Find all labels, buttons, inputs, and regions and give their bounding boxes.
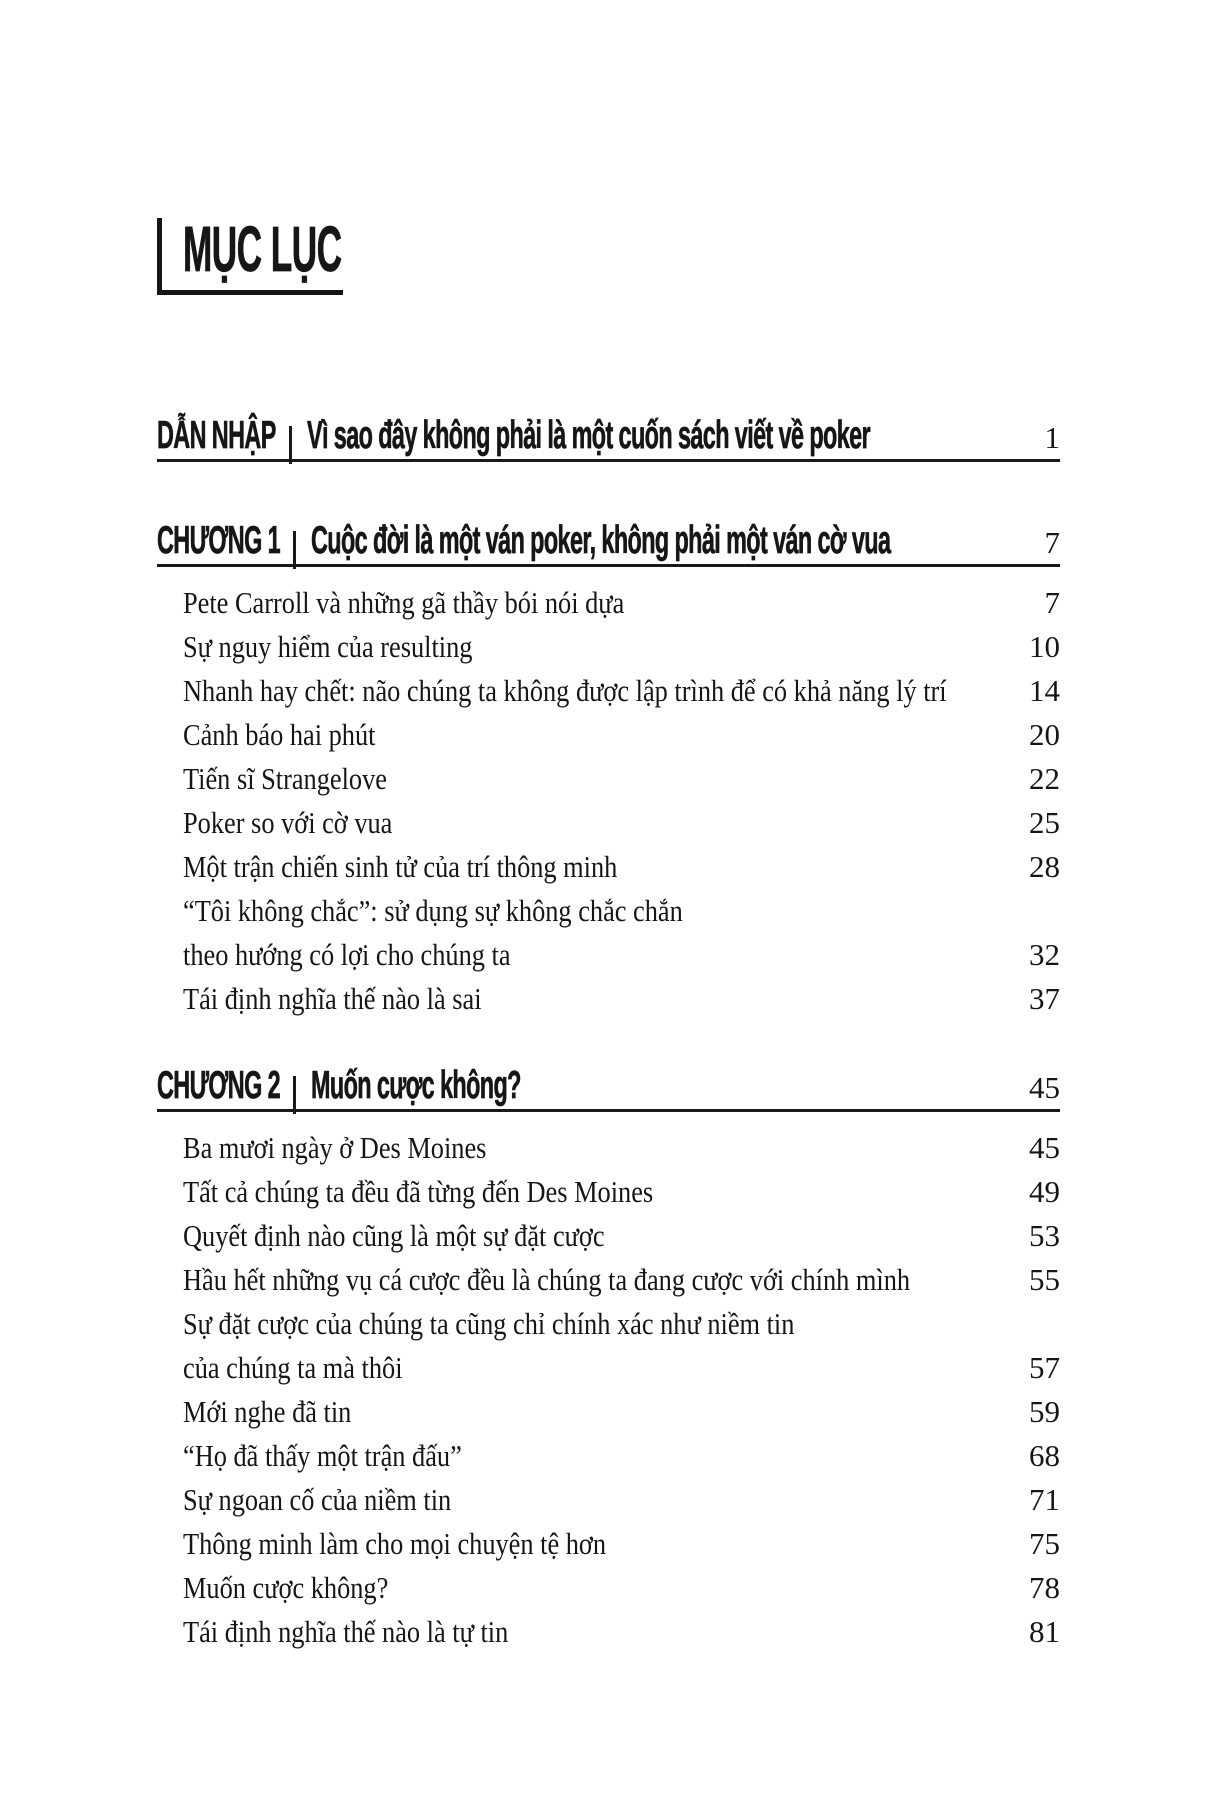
section-title: Muốn cược không? (310, 1064, 521, 1107)
entry-title-line: Tiến sĩ Strangelove (183, 761, 387, 796)
toc-entry (183, 713, 1060, 757)
entry-title-line: Quyết định nào cũng là một sự đặt cược (183, 1218, 605, 1253)
entry-title-line: Nhanh hay chết: não chúng ta không được lập trình để có khả năng lý trí (183, 673, 947, 708)
entry-title-line: Tái định nghĩa thế nào là tự tin (183, 1614, 509, 1649)
entry-page-number: 32 (1029, 937, 1060, 972)
entry-title-line: theo hướng có lợi cho chúng ta (183, 937, 511, 972)
entry-page-number: 45 (1029, 1130, 1060, 1165)
entry-title (183, 757, 387, 801)
entry-title (183, 1214, 605, 1258)
toc-entry (183, 889, 1060, 977)
toc-entry (183, 1434, 1060, 1478)
entry-title-line: Pete Carroll và những gã thầy bói nói dựa (183, 585, 625, 620)
toc-entry (183, 1610, 1060, 1654)
label-divider (293, 531, 296, 569)
toc-entry (183, 1522, 1060, 1566)
entry-title-line: Tất cả chúng ta đều đã từng đến Des Moines (183, 1174, 654, 1209)
entry-title-line: Sự đặt cược của chúng ta cũng chỉ chính xác như niềm tin (183, 1306, 795, 1341)
entry-page-number: 25 (1029, 805, 1060, 840)
entry-title (183, 1258, 910, 1302)
entry-title-line: Mới nghe đã tin (183, 1394, 352, 1429)
section-items (157, 567, 1060, 1021)
entry-page-number: 37 (1029, 981, 1060, 1016)
section-header (157, 520, 1060, 567)
toc-entry (183, 1126, 1060, 1170)
section-title: Vì sao đây không phải là một cuốn sách viết về poker (306, 414, 870, 457)
entry-page-number: 7 (1044, 585, 1060, 620)
entry-page-number: 28 (1029, 849, 1060, 884)
entry-page-number: 53 (1029, 1218, 1060, 1253)
entry-title (183, 1522, 606, 1566)
entry-title (183, 581, 624, 625)
entry-title-line: Sự nguy hiểm của resulting (183, 629, 473, 664)
entry-title-line: Muốn cược không? (183, 1570, 389, 1605)
entry-page-number: 78 (1029, 1570, 1060, 1605)
entry-page-number: 20 (1029, 717, 1060, 752)
entry-title (183, 1170, 653, 1214)
entry-title-line: “Tôi không chắc”: sử dụng sự không chắc chắn (183, 893, 683, 928)
entry-title (183, 713, 375, 757)
section-items (157, 1112, 1060, 1654)
entry-page-number: 10 (1029, 629, 1060, 664)
section-header (157, 1065, 1060, 1112)
entry-title (183, 625, 472, 669)
entry-title-line: Thông minh làm cho mọi chuyện tệ hơn (183, 1526, 607, 1561)
toc-entry (183, 669, 1060, 713)
entry-title (183, 669, 947, 713)
toc-entry (183, 1302, 1060, 1390)
entry-title (183, 845, 617, 889)
toc-entry (183, 1390, 1060, 1434)
section-label: CHƯƠNG 1 (157, 519, 280, 562)
toc-section (157, 520, 1060, 1021)
entry-title-line: Tái định nghĩa thế nào là sai (183, 981, 482, 1016)
section-page-number: 45 (1029, 1070, 1060, 1105)
toc-entry (183, 845, 1060, 889)
entry-page-number: 22 (1029, 761, 1060, 796)
entry-page-number: 81 (1029, 1614, 1060, 1649)
toc-entry (183, 757, 1060, 801)
toc-section (157, 1065, 1060, 1654)
label-divider (293, 1076, 296, 1114)
entry-title-line: Một trận chiến sinh tử của trí thông minh (183, 849, 618, 884)
section-items (157, 462, 1060, 476)
toc-section (157, 415, 1060, 476)
toc-entry (183, 625, 1060, 669)
label-divider (289, 426, 292, 464)
toc-entry (183, 1170, 1060, 1214)
entry-title (183, 889, 683, 977)
toc-entry (183, 1478, 1060, 1522)
entry-title (183, 1126, 486, 1170)
toc-entry (183, 1566, 1060, 1610)
section-page-number: 1 (1044, 420, 1060, 455)
toc-entry (183, 1214, 1060, 1258)
toc-entry (183, 1258, 1060, 1302)
section-header (157, 415, 1060, 462)
entry-title-line: Ba mươi ngày ở Des Moines (183, 1130, 487, 1165)
section-page-number: 7 (1044, 525, 1060, 560)
entry-title-line: Poker so với cờ vua (183, 805, 393, 840)
entry-title-line: Hầu hết những vụ cá cược đều là chúng ta đang cược với chính mình (183, 1262, 911, 1297)
entry-title (183, 1302, 794, 1390)
entry-title-line: Cảnh báo hai phút (183, 717, 376, 752)
entry-title (183, 1434, 462, 1478)
entry-title (183, 1390, 351, 1434)
section-title: Cuộc đời là một ván poker, không phải một ván cờ vua (310, 519, 891, 562)
content-column (157, 0, 1060, 1654)
entry-title-line: Sự ngoan cố của niềm tin (183, 1482, 452, 1517)
section-label: CHƯƠNG 2 (157, 1064, 280, 1107)
toc-entry (183, 581, 1060, 625)
entry-page-number: 57 (1029, 1350, 1060, 1385)
entry-title-line: của chúng ta mà thôi (183, 1350, 403, 1385)
page-title-box (157, 213, 343, 295)
toc-entry (183, 801, 1060, 845)
entry-title (183, 1566, 388, 1610)
entry-page-number: 71 (1029, 1482, 1060, 1517)
page-title: MỤC LỤC (183, 213, 342, 285)
toc-entry (183, 977, 1060, 1021)
entry-page-number: 59 (1029, 1394, 1060, 1429)
entry-title (183, 1610, 508, 1654)
entry-page-number: 68 (1029, 1438, 1060, 1473)
entry-page-number: 55 (1029, 1262, 1060, 1297)
toc-list (157, 415, 1060, 1654)
entry-title (183, 801, 392, 845)
entry-page-number: 75 (1029, 1526, 1060, 1561)
entry-title (183, 1478, 451, 1522)
entry-page-number: 14 (1029, 673, 1060, 708)
section-label: DẪN NHẬP (157, 414, 276, 457)
entry-title-line: “Họ đã thấy một trận đấu” (183, 1438, 462, 1473)
entry-page-number: 49 (1029, 1174, 1060, 1209)
entry-title (183, 977, 482, 1021)
